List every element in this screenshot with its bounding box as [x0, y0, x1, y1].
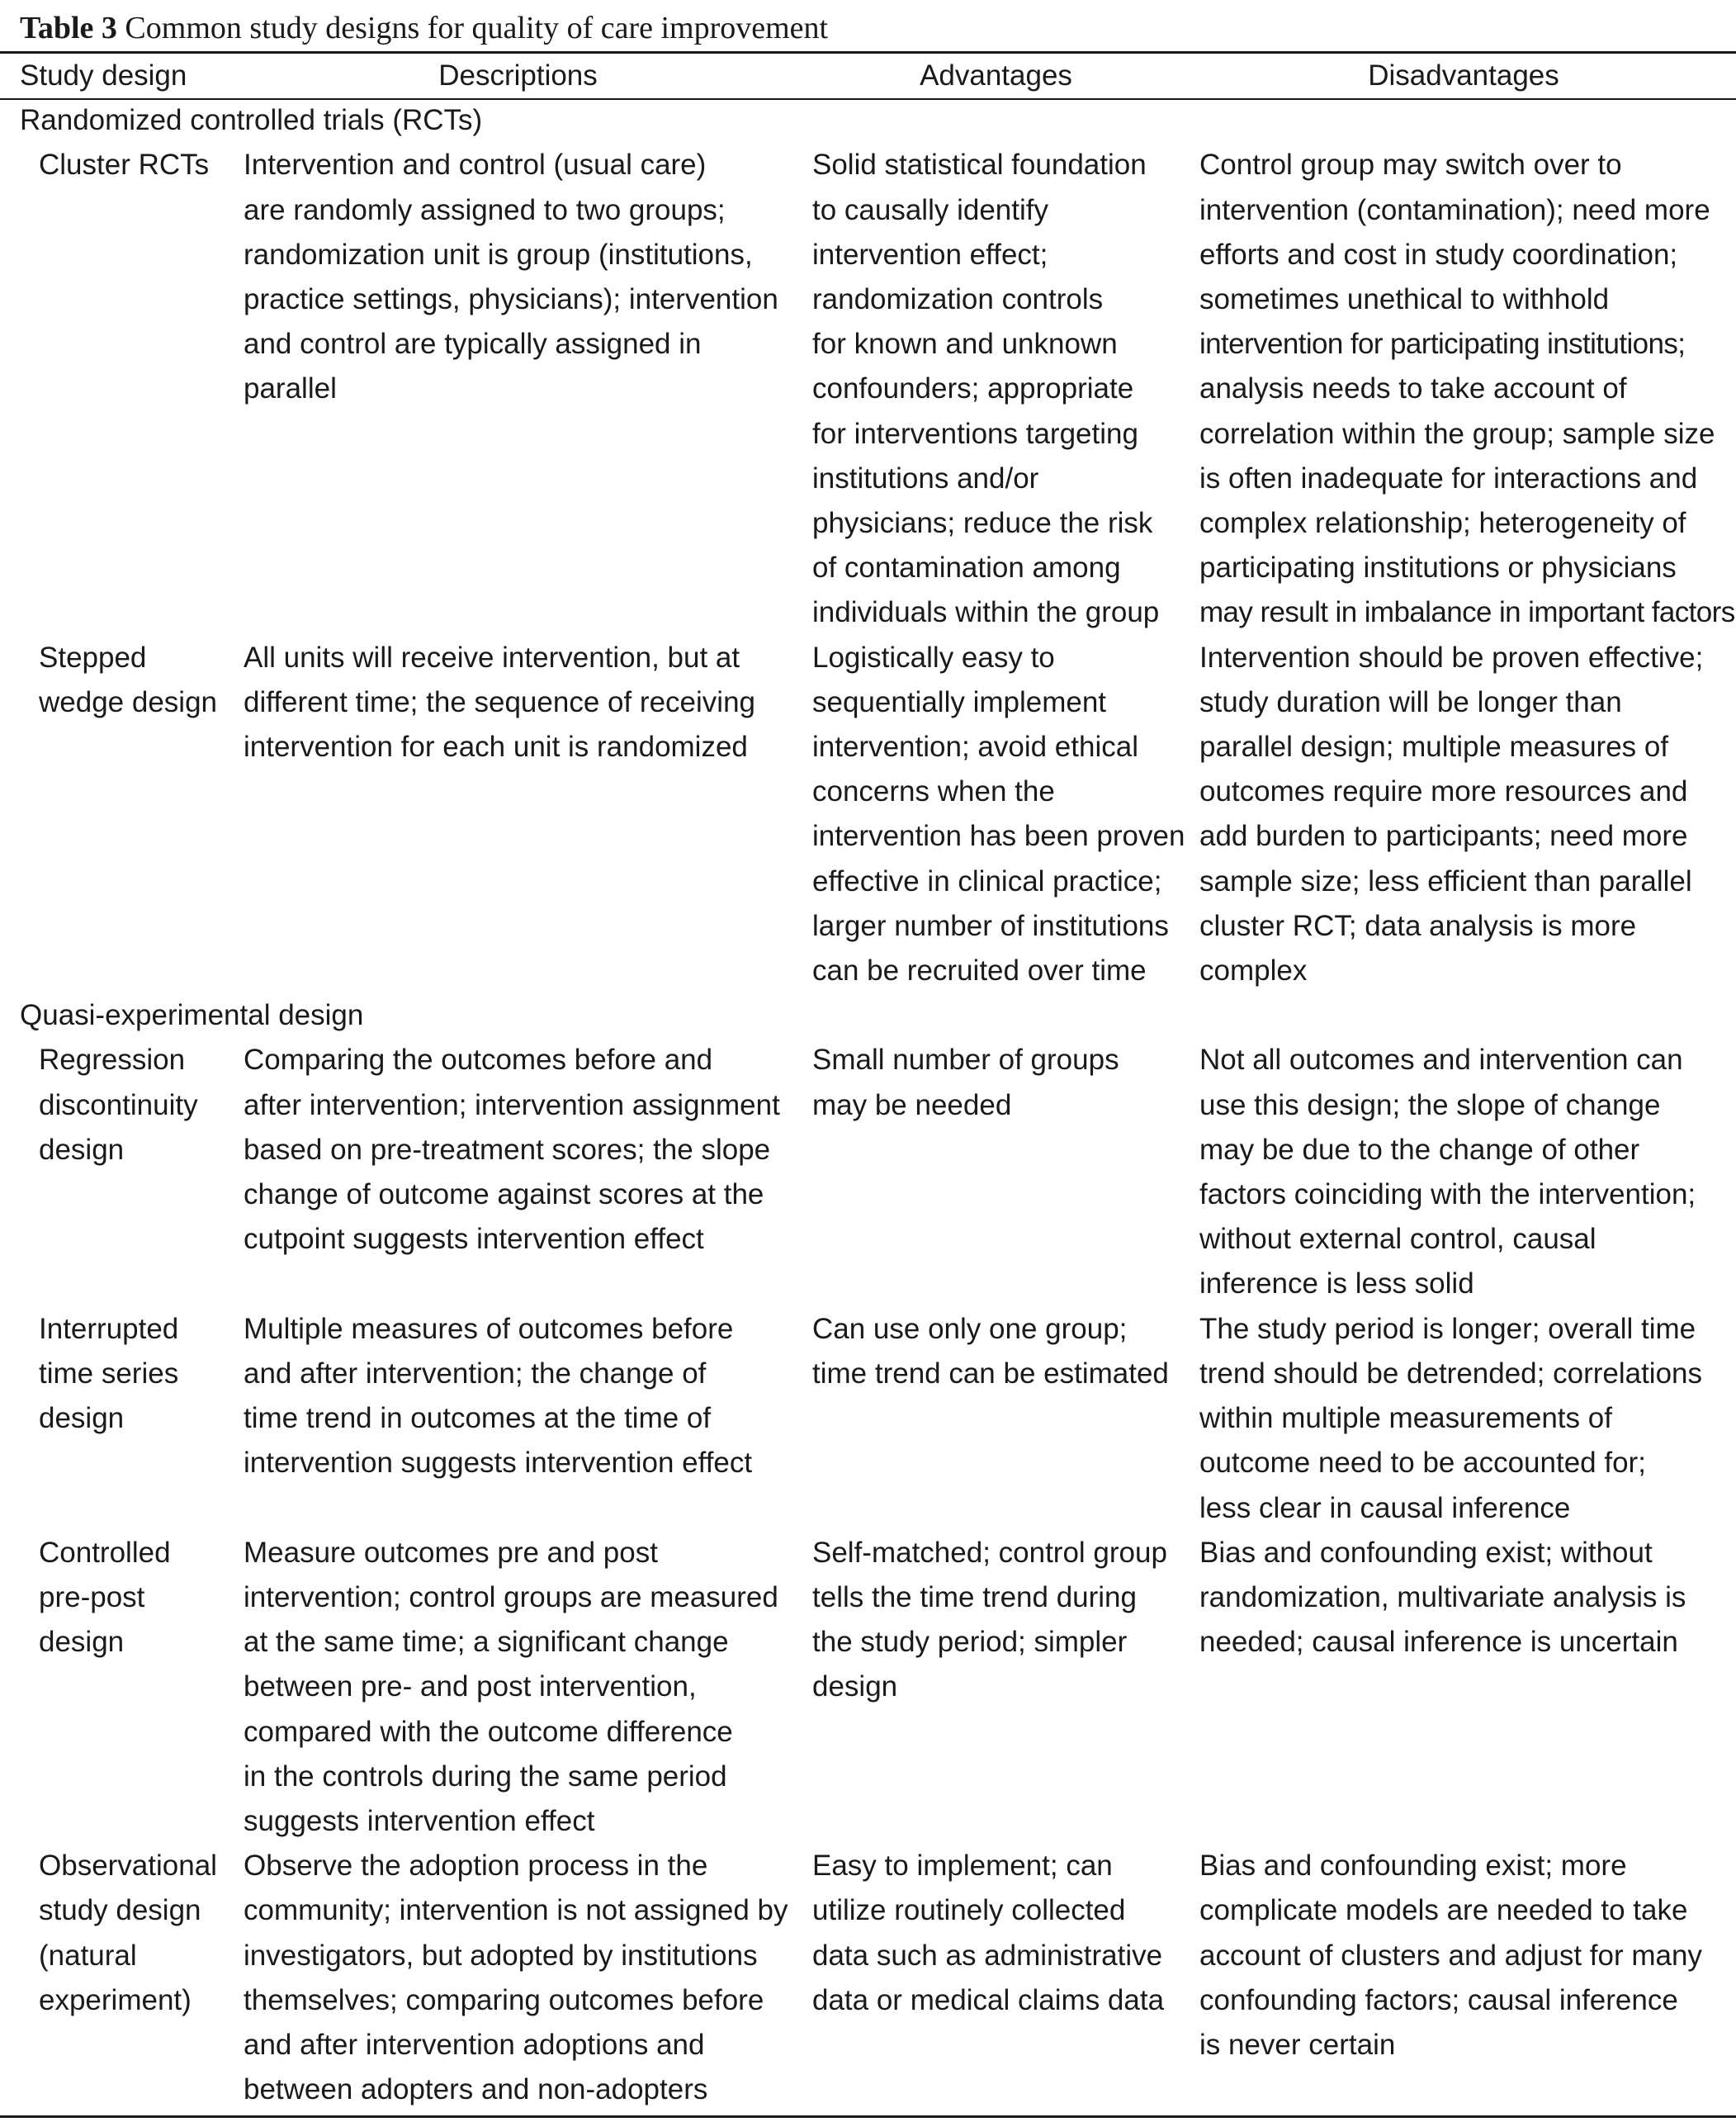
cell-text-line: can be recruited over time	[812, 954, 1147, 988]
design-cell	[0, 1038, 235, 1306]
column-header-disadvantages: Disadvantages	[1368, 59, 1559, 92]
cell-text-line: between pre- and post intervention,	[244, 1670, 697, 1703]
design-cell	[0, 636, 235, 994]
design-cell	[0, 143, 235, 635]
cell-text-line: are randomly assigned to two groups;	[244, 193, 726, 226]
cell-text-line: Regression	[39, 1044, 186, 1077]
design-cell	[0, 1307, 235, 1531]
cell-text-line: experiment)	[39, 1983, 192, 2016]
cell-text-line: (natural	[39, 1939, 137, 1972]
cell-text-line: may be due to the change of other	[1199, 1133, 1640, 1166]
table-caption-label: Table 3	[20, 11, 117, 45]
cell-text-line: Easy to implement; can	[812, 1850, 1113, 1883]
cell-text-line: may be needed	[812, 1088, 1012, 1121]
cell-text-line: randomization unit is group (institutions,	[244, 238, 753, 271]
disadvantages-cell	[1191, 1531, 1736, 1844]
cell-text-line: randomization, multivariate analysis is	[1199, 1580, 1686, 1613]
cell-text-line: complex	[1199, 954, 1308, 988]
disadvantages-cell	[1191, 1038, 1736, 1306]
cell-text-line: without external control, causal	[1199, 1223, 1596, 1256]
cell-text-line: design	[812, 1670, 898, 1703]
cell-text-line: intervention suggests intervention effect	[244, 1447, 753, 1480]
column-header-descriptions: Descriptions	[438, 59, 598, 92]
cell-text-line: intervention; control groups are measured	[244, 1580, 778, 1613]
cell-text-line: is often inadequate for interactions and	[1199, 462, 1698, 495]
cell-text-line: Comparing the outcomes before and	[244, 1044, 713, 1077]
cell-text-line: Stepped	[39, 641, 147, 674]
cell-text-line: utilize routinely collected	[812, 1894, 1126, 1927]
header-row	[0, 54, 1736, 98]
cell-text-line: at the same time; a significant change	[244, 1626, 729, 1659]
cell-text-line: after intervention; intervention assignment	[244, 1088, 780, 1121]
cell-text-line: outcomes require more resources and	[1199, 775, 1688, 808]
cell-text-line: Not all outcomes and intervention can	[1199, 1044, 1683, 1077]
cell-text-line: investigators, but adopted by institutions	[244, 1939, 758, 1972]
group-heading: Quasi-experimental design	[20, 999, 364, 1032]
cell-text-line: themselves; comparing outcomes before	[244, 1983, 764, 2016]
cell-text-line: The study period is longer; overall time	[1199, 1312, 1696, 1345]
cell-text-line: individuals within the group	[812, 596, 1160, 629]
table-row	[0, 636, 1736, 994]
cell-text-line: change of outcome against scores at the	[244, 1178, 764, 1211]
table-body	[0, 98, 1736, 2112]
cell-text-line: Bias and confounding exist; more	[1199, 1850, 1627, 1883]
cell-text-line: analysis needs to take account of	[1199, 372, 1627, 405]
cell-text-line: based on pre-treatment scores; the slope	[244, 1133, 771, 1166]
cell-text-line: discontinuity	[39, 1088, 198, 1121]
description-cell	[235, 1844, 801, 2112]
cell-text-line: sequentially implement	[812, 685, 1107, 718]
table-bottom-rule	[0, 2115, 1736, 2118]
table-header	[0, 54, 1736, 98]
cell-text-line: intervention for each unit is randomized	[244, 731, 748, 764]
cell-text-line: data or medical claims data	[812, 1983, 1165, 2016]
cell-text-line: factors coinciding with the intervention;	[1199, 1178, 1696, 1211]
cell-text-line: design	[39, 1402, 125, 1435]
cell-text-line: and after intervention; the change of	[244, 1357, 707, 1390]
cell-text-line: cluster RCT; data analysis is more	[1199, 909, 1637, 942]
cell-text-line: the study period; simpler	[812, 1626, 1128, 1659]
column-header-study-design: Study design	[20, 59, 187, 92]
cell-text-line: of contamination among	[812, 552, 1121, 585]
description-cell	[235, 1038, 801, 1306]
cell-text-line: between adopters and non-adopters	[244, 2073, 708, 2106]
disadvantages-cell	[1191, 1307, 1736, 1531]
cell-text-line: Cluster RCTs	[39, 149, 210, 182]
cell-text-line: Interrupted	[39, 1312, 179, 1345]
group-heading: Randomized controlled trials (RCTs)	[20, 104, 483, 137]
cell-text-line: design	[39, 1133, 125, 1166]
cell-text-line: is never certain	[1199, 2028, 1396, 2061]
disadvantages-cell	[1191, 143, 1736, 635]
cell-text-line: time trend in outcomes at the time of	[244, 1402, 712, 1435]
cell-text-line: Small number of groups	[812, 1044, 1119, 1077]
cell-text-line: sometimes unethical to withhold	[1199, 283, 1610, 316]
table-row	[0, 1531, 1736, 1844]
cell-text-line: account of clusters and adjust for many	[1199, 1939, 1702, 1972]
cell-text-line: All units will receive intervention, but at	[244, 641, 740, 674]
cell-text-line: Can use only one group;	[812, 1312, 1128, 1345]
cell-text-line: intervention; avoid ethical	[812, 731, 1138, 764]
cell-text-line: for interventions targeting	[812, 417, 1138, 450]
cell-text-line: Intervention and control (usual care)	[244, 149, 707, 182]
cell-text-line: inference is less solid	[1199, 1267, 1474, 1300]
cell-text-line: Controlled	[39, 1536, 171, 1569]
cell-text-line: sample size; less efficient than parallel	[1199, 864, 1692, 898]
cell-text-line: randomization controls	[812, 283, 1104, 316]
column-header-advantages: Advantages	[920, 59, 1072, 92]
cell-text-line: different time; the sequence of receiving	[244, 685, 756, 718]
table-row	[0, 143, 1736, 635]
table-row	[0, 1307, 1736, 1531]
cell-text-line: compared with the outcome difference	[244, 1715, 733, 1748]
design-cell	[0, 1531, 235, 1844]
cell-text-line: larger number of institutions	[812, 909, 1169, 942]
disadvantages-cell	[1191, 636, 1736, 994]
table-caption	[20, 8, 828, 48]
cell-text-line: effective in clinical practice;	[812, 864, 1162, 898]
study-designs-table	[0, 54, 1736, 2112]
cell-text-line: add burden to participants; need more	[1199, 820, 1688, 853]
cell-text-line: intervention for participating institutions;	[1199, 328, 1686, 361]
cell-text-line: study design	[39, 1894, 201, 1927]
cell-text-line: parallel	[244, 372, 337, 405]
cell-text-line: needed; causal inference is uncertain	[1199, 1626, 1678, 1659]
cell-text-line: wedge design	[39, 685, 217, 718]
disadvantages-cell	[1191, 1844, 1736, 2112]
table-caption-title: Common study designs for quality of care improvement	[125, 11, 829, 45]
cell-text-line: data such as administrative	[812, 1939, 1163, 1972]
advantages-cell	[801, 1844, 1191, 2112]
cell-text-line: Observational	[39, 1850, 217, 1883]
cell-text-line: and after intervention adoptions and	[244, 2028, 705, 2061]
cell-text-line: cutpoint suggests intervention effect	[244, 1223, 704, 1256]
cell-text-line: for known and unknown	[812, 328, 1118, 361]
cell-text-line: Self-matched; control group	[812, 1536, 1167, 1569]
cell-text-line: Measure outcomes pre and post	[244, 1536, 658, 1569]
cell-text-line: design	[39, 1626, 125, 1659]
cell-text-line: less clear in causal inference	[1199, 1491, 1571, 1524]
table-row	[0, 1844, 1736, 2112]
cell-text-line: tells the time trend during	[812, 1580, 1137, 1613]
cell-text-line: confounders; appropriate	[812, 372, 1134, 405]
cell-text-line: practice settings, physicians); intervention	[244, 283, 778, 316]
cell-text-line: to causally identify	[812, 193, 1048, 226]
cell-text-line: parallel design; multiple measures of	[1199, 731, 1669, 764]
cell-text-line: pre-post	[39, 1580, 145, 1613]
cell-text-line: Logistically easy to	[812, 641, 1055, 674]
advantages-cell	[801, 1531, 1191, 1844]
cell-text-line: community; intervention is not assigned by	[244, 1894, 788, 1927]
cell-text-line: intervention (contamination); need more	[1199, 193, 1710, 226]
cell-text-line: efforts and cost in study coordination;	[1199, 238, 1678, 271]
description-cell	[235, 1531, 801, 1844]
cell-text-line: Multiple measures of outcomes before	[244, 1312, 734, 1345]
advantages-cell	[801, 143, 1191, 635]
cell-text-line: physicians; reduce the risk	[812, 507, 1153, 540]
cell-text-line: Solid statistical foundation	[812, 149, 1147, 182]
advantages-cell	[801, 1038, 1191, 1306]
cell-text-line: Bias and confounding exist; without	[1199, 1536, 1653, 1569]
group-heading-row	[0, 993, 1736, 1038]
advantages-cell	[801, 636, 1191, 994]
cell-text-line: Observe the adoption process in the	[244, 1850, 708, 1883]
cell-text-line: use this design; the slope of change	[1199, 1088, 1661, 1121]
cell-text-line: correlation within the group; sample size	[1199, 417, 1715, 450]
group-heading-row	[0, 98, 1736, 143]
advantages-cell	[801, 1307, 1191, 1531]
cell-text-line: trend should be detrended; correlations	[1199, 1357, 1703, 1390]
cell-text-line: intervention effect;	[812, 238, 1048, 271]
description-cell	[235, 636, 801, 994]
cell-text-line: confounding factors; causal inference	[1199, 1983, 1678, 2016]
cell-text-line: and control are typically assigned in	[244, 328, 702, 361]
cell-text-line: concerns when the	[812, 775, 1055, 808]
description-cell	[235, 1307, 801, 1531]
cell-text-line: within multiple measurements of	[1199, 1402, 1612, 1435]
cell-text-line: Control group may switch over to	[1199, 149, 1622, 182]
cell-text-line: suggests intervention effect	[244, 1804, 595, 1837]
cell-text-line: Intervention should be proven effective;	[1199, 641, 1704, 674]
cell-text-line: participating institutions or physicians	[1199, 552, 1677, 585]
cell-text-line: complicate models are needed to take	[1199, 1894, 1688, 1927]
design-cell	[0, 1844, 235, 2112]
cell-text-line: may result in imbalance in important factors	[1199, 596, 1735, 629]
description-cell	[235, 143, 801, 635]
cell-text-line: outcome need to be accounted for;	[1199, 1447, 1646, 1480]
cell-text-line: in the controls during the same period	[244, 1760, 727, 1793]
cell-text-line: intervention has been proven	[812, 820, 1185, 853]
cell-text-line: time series	[39, 1357, 179, 1390]
cell-text-line: institutions and/or	[812, 462, 1039, 495]
cell-text-line: complex relationship; heterogeneity of	[1199, 507, 1686, 540]
table-row	[0, 1038, 1736, 1306]
cell-text-line: study duration will be longer than	[1199, 685, 1622, 718]
cell-text-line: time trend can be estimated	[812, 1357, 1169, 1390]
